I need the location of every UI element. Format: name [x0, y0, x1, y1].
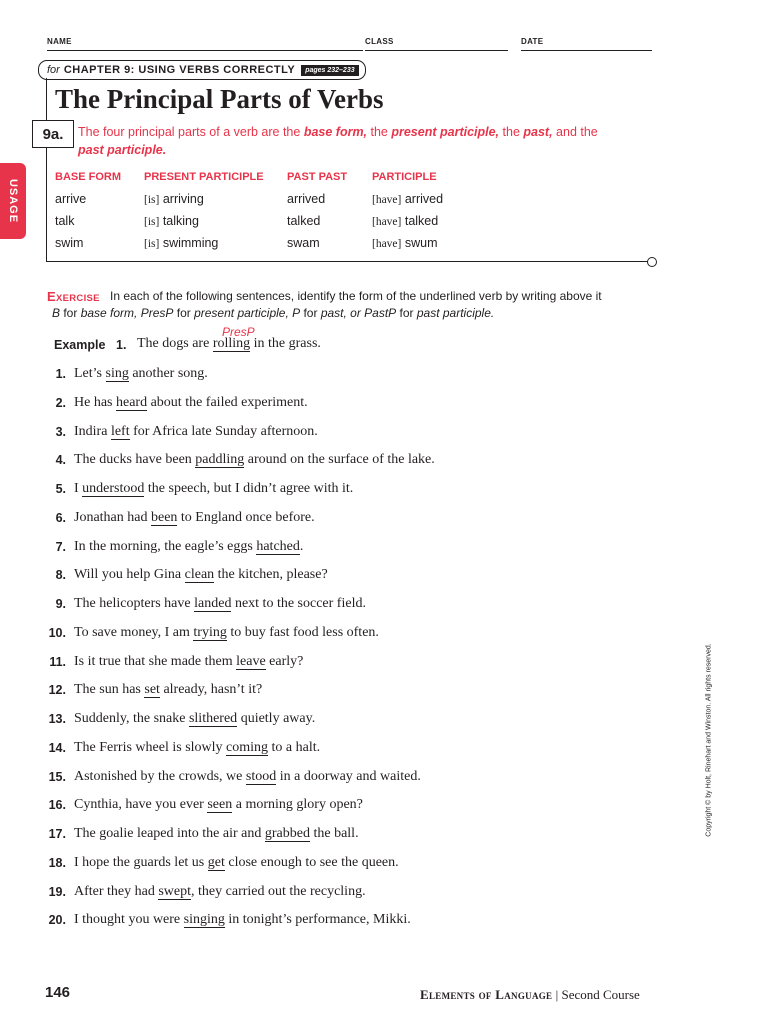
footer-book-title: Elements of Language | Second Course [420, 987, 640, 1002]
sentence: The ducks have been paddling around on the surface of the lake. [74, 452, 435, 468]
date-line [521, 50, 652, 51]
underlined-verb: understood [82, 481, 145, 496]
sentence-number: 8. [55, 568, 66, 583]
table-cell-base: talk [55, 214, 75, 228]
sentence: Let’s sing another song. [74, 366, 208, 381]
rule-number: 9a. [32, 120, 74, 148]
page-number: 146 [45, 984, 71, 1001]
sentence-number: 1. [55, 367, 66, 381]
usage-side-tab [0, 163, 26, 239]
example-sentence: The dogs are rolling in the grass. [137, 336, 321, 351]
sentence: Indira left for Africa late Sunday afternoon. [74, 423, 318, 439]
sentence: Suddenly, the snake slithered quietly away. [74, 711, 316, 726]
sentence: Is it true that she made them leave early? [74, 653, 304, 669]
frame-rule-vertical [46, 78, 47, 262]
chapter-banner [38, 60, 366, 80]
table-cell-present: [is] talking [144, 214, 199, 228]
sentence-number: 17. [48, 827, 66, 841]
rule-text: The four principal parts of a verb are the base form, the present participle, the past, and the past participle. [78, 125, 598, 157]
sentence: Astonished by the crowds, we stood in a doorway and waited. [74, 768, 421, 784]
table-cell-participle: [have] talked [372, 214, 439, 228]
copyright-notice: Copyright © by Holt, Rinehart and Winston. All rights reserved. [705, 643, 713, 837]
table-header-base: BASE FORM [55, 171, 121, 183]
sentence-number: 4. [55, 453, 66, 468]
sentence-number: 7. [55, 539, 66, 554]
underlined-verb: get [207, 854, 225, 870]
table-cell-participle: [have] swum [372, 236, 438, 250]
underlined-verb: singing [183, 912, 225, 928]
sentence: To save money, I am trying to buy fast food less often. [74, 624, 379, 640]
sentence: The helicopters have landed next to the soccer field. [74, 596, 366, 611]
class-line [365, 50, 508, 51]
sentence-number: 6. [55, 510, 66, 525]
name-label: NAME [47, 37, 72, 46]
table-cell-present: [is] swimming [144, 236, 219, 250]
sentence-number: 15. [48, 769, 66, 784]
underlined-verb: swept [158, 883, 192, 899]
underlined-verb: been [150, 509, 178, 525]
table-cell-base: arrive [55, 192, 87, 206]
underlined-verb: trying [193, 624, 227, 640]
table-header-present: PRESENT PARTICIPLE [144, 171, 264, 183]
sentence: In the morning, the eagle’s eggs hatched. [74, 538, 304, 554]
sentence: Cynthia, have you ever seen a morning glory open? [74, 797, 363, 813]
example-number: 1. [116, 338, 127, 352]
name-line [47, 50, 363, 51]
underlined-verb: grabbed [264, 826, 310, 841]
table-cell-participle: [have] arrived [372, 192, 444, 206]
sentence-number: 12. [48, 683, 66, 698]
sentence-number: 3. [55, 424, 66, 439]
exercise-instruction-line2: B for base form, PresP for present participle, P for past, or PastP for past participle. [52, 306, 495, 320]
table-cell-past: talked [287, 214, 321, 228]
table-cell-past: swam [287, 236, 320, 250]
class-label: CLASS [365, 37, 394, 46]
sentence: The sun has set already, hasn’t it? [74, 682, 263, 698]
frame-rule-horizontal [46, 261, 650, 262]
sentence: The Ferris wheel is slowly coming to a halt. [74, 739, 321, 755]
page-title: The Principal Parts of Verbs [55, 84, 384, 114]
sentence: The goalie leaped into the air and grabbed the ball. [74, 826, 359, 841]
underlined-verb: paddling [195, 452, 245, 468]
sentence-number: 11. [49, 654, 66, 669]
sentence: Jonathan had been to England once before. [74, 509, 315, 525]
underlined-verb: hatched [256, 538, 300, 554]
sentence-number: 14. [48, 740, 66, 755]
date-label: DATE [521, 37, 544, 46]
sentence: I hope the guards let us get close enough to see the queen. [74, 854, 399, 870]
frame-rule-end-dot [647, 257, 657, 267]
sentence: He has heard about the failed experiment. [74, 394, 308, 410]
example-answer: PresP [222, 325, 255, 339]
exercise-instruction-line1: In each of the following sentences, identify the form of the underlined verb by writing above it [110, 289, 602, 303]
sentence: I understood the speech, but I didn’t agree with it. [74, 481, 354, 496]
example-verb: rolling [212, 336, 251, 351]
underlined-verb: coming [226, 739, 269, 755]
sentence-number: 9. [55, 597, 66, 611]
banner-pages: pages 232–233 [301, 65, 358, 76]
sentence-number: 13. [48, 712, 66, 726]
sentence-number: 19. [48, 884, 66, 899]
sentence-number: 2. [55, 395, 66, 410]
sentence-number: 10. [48, 625, 66, 640]
underlined-verb: sing [105, 366, 129, 381]
underlined-verb: heard [116, 394, 148, 410]
table-header-past: PAST PAST [287, 171, 348, 183]
underlined-verb: set [144, 682, 160, 698]
sentence-number: 5. [55, 482, 66, 496]
sentence-number: 18. [48, 855, 66, 870]
usage-tab-label: USAGE [7, 178, 19, 224]
sentence: I thought you were singing in tonight’s performance, Mikki. [74, 912, 411, 928]
underlined-verb: clean [184, 567, 215, 583]
underlined-verb: left [110, 423, 130, 439]
sentence: After they had swept, they carried out the recycling. [74, 883, 366, 899]
table-cell-base: swim [55, 236, 84, 250]
banner-chapter: CHAPTER 9: USING VERBS CORRECTLY [63, 64, 296, 76]
table-header-participle: PARTICIPLE [372, 171, 437, 183]
underlined-verb: landed [194, 596, 232, 611]
table-cell-present: [is] arriving [144, 192, 204, 206]
sentence: Will you help Gina clean the kitchen, please? [74, 567, 328, 583]
underlined-verb: stood [245, 768, 277, 784]
sentence-number: 16. [48, 798, 66, 813]
underlined-verb: leave [236, 653, 266, 669]
table-cell-past: arrived [287, 192, 326, 206]
example-label: Example [54, 338, 106, 352]
banner-for: for [47, 64, 60, 76]
underlined-verb: slithered [188, 711, 238, 726]
sentence-number: 20. [48, 913, 66, 928]
underlined-verb: seen [207, 797, 233, 813]
exercise-label: EXERCISE [47, 289, 100, 304]
